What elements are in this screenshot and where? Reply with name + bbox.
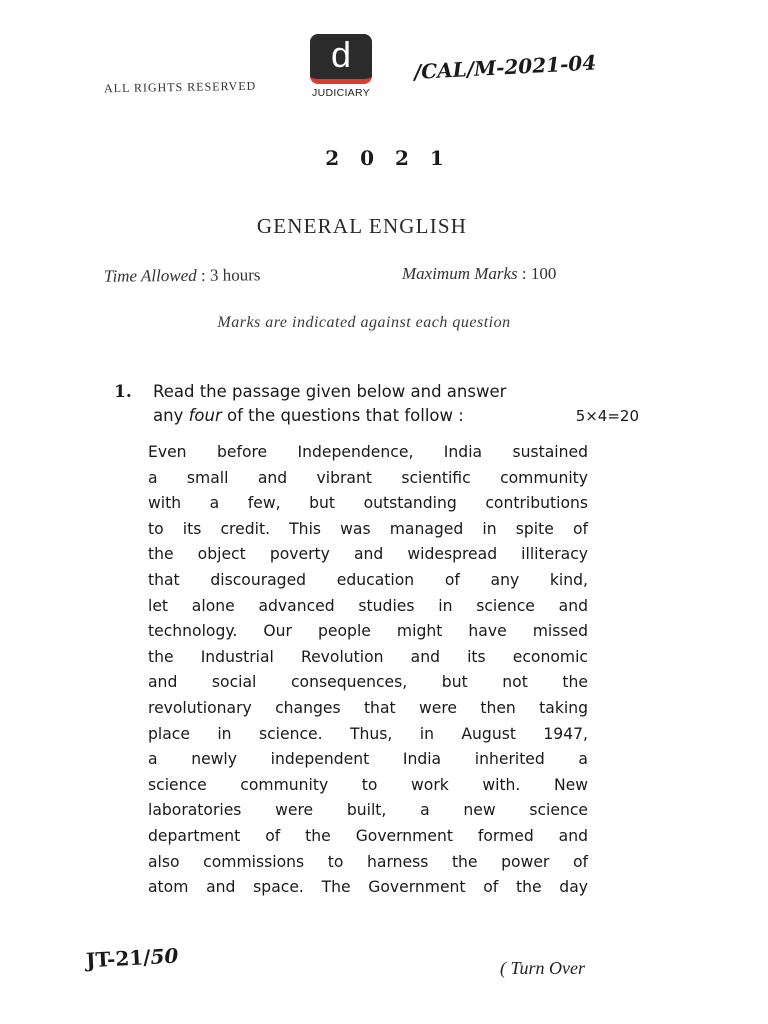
passage-line: the Industrial Revolution and its economic xyxy=(148,647,588,666)
passage-line: with a few, but outstanding contributions xyxy=(148,494,588,513)
time-label: Time Allowed xyxy=(103,265,197,286)
footer-code xyxy=(85,944,178,973)
passage-line: atom and space. The Government of the day xyxy=(148,878,588,897)
logo-icon xyxy=(310,34,372,84)
paper-code: /CAL/M-2021-04 xyxy=(413,50,597,84)
marks-value: : 100 xyxy=(521,264,557,283)
passage-line: revolutionary changes that were then taking xyxy=(148,698,588,717)
marks-note: Marks are indicated against each question xyxy=(217,314,511,331)
passage-line: technology. Our people might have missed xyxy=(148,622,588,641)
question-emphasis: four xyxy=(188,406,222,425)
footer-code-prefix: JT-21/ xyxy=(85,945,152,973)
passage-line: to its credit. This was managed in spite of xyxy=(148,519,588,538)
subject-title: GENERAL ENGLISH xyxy=(256,214,468,238)
logo-letter: d xyxy=(330,34,352,75)
question-number: 1. xyxy=(114,382,132,402)
passage-line: science community to work with. New xyxy=(148,775,588,794)
question-line-2 xyxy=(153,404,639,428)
question-marks: 5×4=20 xyxy=(575,407,639,425)
time-allowed xyxy=(104,265,261,286)
time-value: : 3 hours xyxy=(200,265,261,285)
passage-line: Even before Independence, India sustained xyxy=(148,443,588,461)
passage-line: place in science. Thus, in August 1947, xyxy=(148,724,588,743)
exam-year: 2 0 2 1 xyxy=(325,146,451,170)
marks-label: Maximum Marks xyxy=(402,264,518,283)
passage-line: that discouraged education of any kind, xyxy=(148,570,588,589)
question-line-1: Read the passage given below and answer xyxy=(153,382,507,401)
passage-line: and social consequences, but not the xyxy=(148,673,588,692)
logo-caption: JUDICIARY xyxy=(312,87,370,99)
passage-line: a small and vibrant scientific community xyxy=(148,468,588,487)
rights-reserved-text: ALL RIGHTS RESERVED xyxy=(103,78,257,96)
judiciary-logo xyxy=(308,34,374,99)
passage-line: department of the Government formed and xyxy=(148,826,588,845)
question-line-2-post: of the questions that follow : xyxy=(221,406,464,425)
turn-over-note: ( Turn Over xyxy=(500,958,585,978)
passage-line: let alone advanced studies in science and xyxy=(148,596,588,615)
passage-line: laboratories were built, a new science xyxy=(148,801,588,820)
question-line-2-pre: any xyxy=(153,406,189,425)
passage-line: the object poverty and widespread illiteracy xyxy=(148,545,588,564)
question-text xyxy=(153,380,639,428)
passage-line: a newly independent India inherited a xyxy=(148,750,588,769)
passage xyxy=(148,440,588,901)
footer-code-number: 50 xyxy=(149,943,179,970)
passage-line: also commissions to harness the power of xyxy=(148,852,588,871)
maximum-marks xyxy=(402,264,556,284)
